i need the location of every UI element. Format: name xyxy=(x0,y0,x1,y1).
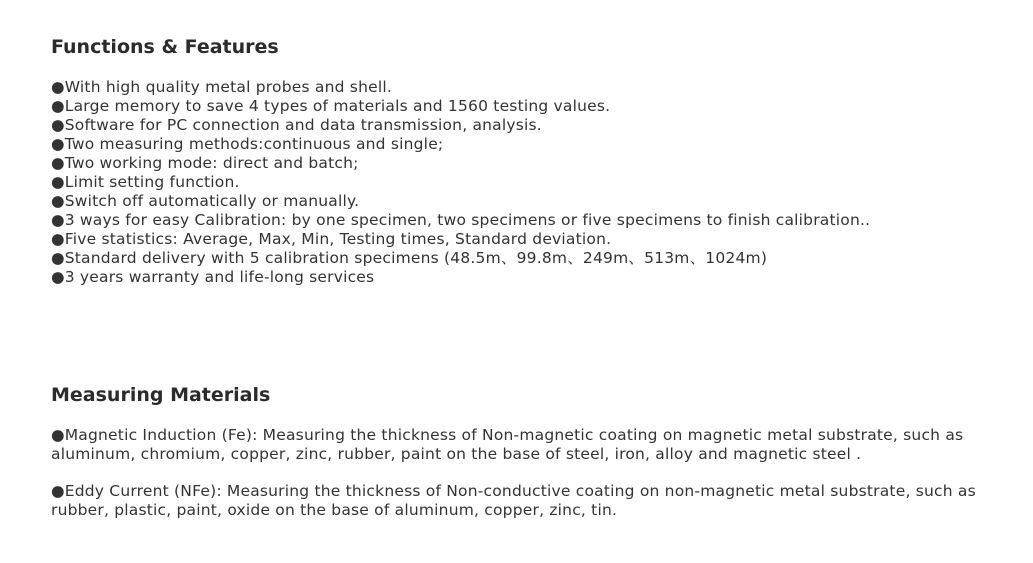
feature-text: Two measuring methods:continuous and single; xyxy=(64,135,444,153)
feature-text: With high quality metal probes and shell. xyxy=(64,78,392,96)
feature-item xyxy=(51,192,870,211)
bullet-icon: ● xyxy=(51,135,65,153)
feature-item xyxy=(51,173,870,192)
bullet-icon: ● xyxy=(51,116,65,134)
feature-item xyxy=(51,97,870,116)
feature-text: 3 ways for easy Calibration: by one specimen, two specimens or five specimens to finish calibration.. xyxy=(64,211,871,229)
feature-text: Two working mode: direct and batch; xyxy=(64,154,359,172)
features-heading: Functions & Features xyxy=(51,36,279,58)
bullet-icon: ● xyxy=(51,230,65,248)
features-list xyxy=(51,78,870,287)
bullet-icon: ● xyxy=(51,78,65,96)
feature-text: Switch off automatically or manually. xyxy=(64,192,360,210)
materials-heading: Measuring Materials xyxy=(51,384,271,406)
feature-text: 3 years warranty and life-long services xyxy=(64,268,375,286)
feature-text: Five statistics: Average, Max, Min, Testing times, Standard deviation. xyxy=(64,230,612,248)
feature-item xyxy=(51,268,870,287)
feature-item xyxy=(51,154,870,173)
feature-text: Large memory to save 4 types of materials and 1560 testing values. xyxy=(64,97,611,115)
feature-item xyxy=(51,116,870,135)
feature-text: Limit setting function. xyxy=(64,173,240,191)
bullet-icon: ● xyxy=(51,192,65,210)
feature-item xyxy=(51,249,870,268)
feature-item xyxy=(51,230,870,249)
bullet-icon: ● xyxy=(51,249,65,267)
feature-item xyxy=(51,78,870,97)
eddy-current-paragraph: ●Eddy Current (NFe): Measuring the thickness of Non-conductive coating on non-magnetic metal substrate, such as rubber, plastic, paint, oxide on the base of aluminum, copper, zinc, tin. xyxy=(51,482,976,519)
bullet-icon: ● xyxy=(51,173,65,191)
feature-item xyxy=(51,135,870,154)
bullet-icon: ● xyxy=(51,211,65,229)
feature-text: Standard delivery with 5 calibration specimens (48.5m、99.8m、249m、513m、1024m) xyxy=(64,249,768,267)
bullet-icon: ● xyxy=(51,268,65,286)
bullet-icon: ● xyxy=(51,97,65,115)
feature-item xyxy=(51,211,870,230)
feature-text: Software for PC connection and data transmission, analysis. xyxy=(64,116,542,134)
magnetic-induction-paragraph: ●Magnetic Induction (Fe): Measuring the thickness of Non-magnetic coating on magnetic metal substrate, such as aluminum, chromium, copper, zinc, rubber, paint on the base of steel, iron, alloy and magnetic steel . xyxy=(51,426,964,463)
bullet-icon: ● xyxy=(51,154,65,172)
